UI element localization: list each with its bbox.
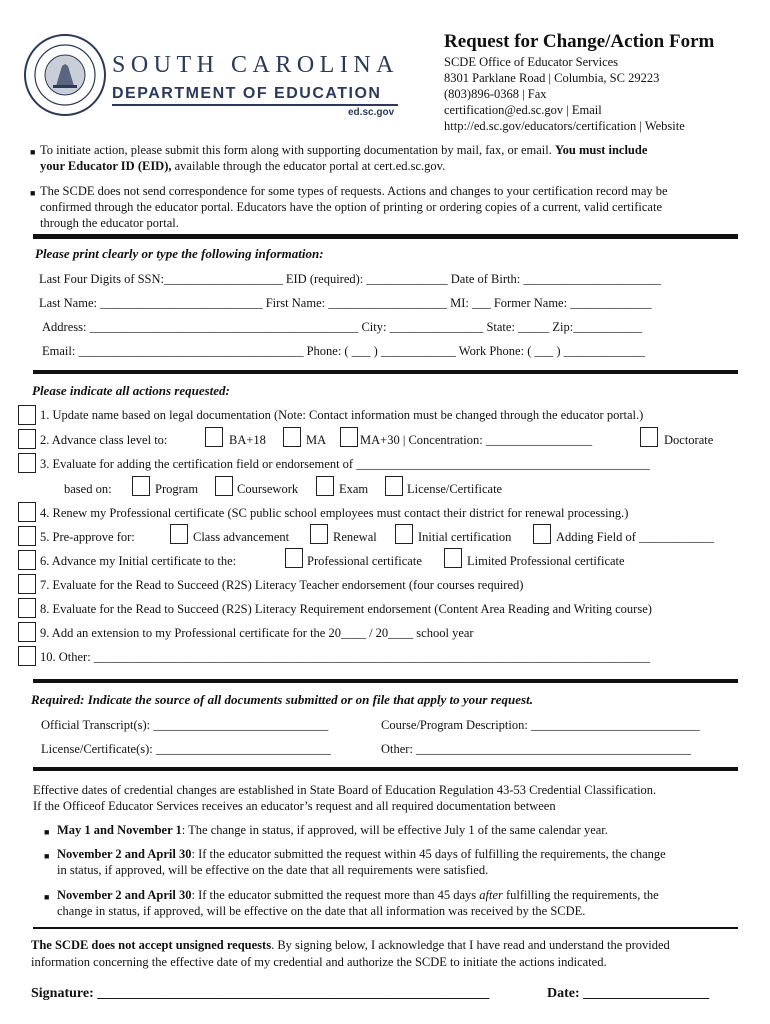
ma30-label: MA+30 | Concentration: _________________: [360, 433, 593, 447]
info-row-contact[interactable]: Email: ____________________________________ Phone: ( ___ ) ____________ Work Phone: ( ___ ) _____________: [42, 344, 645, 358]
action-10-label[interactable]: 10. Other: _________________________________________________________________________________________: [40, 650, 651, 664]
section-divider: [33, 234, 738, 239]
action-8-label: 8. Evaluate for the Read to Succeed (R2S) Literacy Requirement endorsement (Content Area Reading and Writing course): [40, 602, 652, 616]
doctorate-checkbox[interactable]: [640, 427, 658, 447]
based-on-label: based on:: [64, 482, 112, 496]
program-checkbox[interactable]: [132, 476, 150, 496]
effective-paragraph-line2: If the Officeof Educator Services receives an educator’s request and all required documentation between: [33, 799, 556, 813]
bullet-icon: ■: [44, 851, 50, 861]
info-row-names[interactable]: Last Name: __________________________ First Name: ___________________ MI: ___ Former Name: _____________: [39, 296, 652, 310]
intro-bullet-2: The SCDE does not send correspondence for some types of requests. Actions and changes to your certification record may be: [40, 184, 668, 198]
action-2-label: 2. Advance class level to:: [40, 433, 168, 447]
action-9-checkbox[interactable]: [18, 622, 36, 642]
class-advancement-checkbox[interactable]: [170, 524, 188, 544]
action-4-label: 4. Renew my Professional certificate (SC public school employees must contact their district for renewal processing.): [40, 506, 629, 520]
office-website: http://ed.sc.gov/educators/certification | Website: [444, 119, 685, 133]
actions-heading: Please indicate all actions requested:: [32, 383, 230, 398]
ba18-checkbox[interactable]: [205, 427, 223, 447]
section-divider: [33, 927, 738, 929]
action-5-checkbox[interactable]: [18, 526, 36, 546]
exam-checkbox[interactable]: [316, 476, 334, 496]
bullet-icon: ■: [44, 892, 50, 902]
section-divider: [33, 370, 738, 374]
section-divider: [33, 679, 738, 683]
ba18-label: BA+18: [229, 433, 266, 447]
course-description-field[interactable]: Course/Program Description: ___________________________: [381, 718, 700, 732]
logo-department: DEPARTMENT OF EDUCATION: [112, 85, 382, 102]
action-9-label: 9. Add an extension to my Professional certificate for the 20____ / 20____ school year: [40, 626, 474, 640]
renewal-label: Renewal: [333, 530, 377, 544]
license-certificate-checkbox[interactable]: [385, 476, 403, 496]
ma30-checkbox[interactable]: [340, 427, 358, 447]
class-advancement-label: Class advancement: [193, 530, 290, 544]
adding-field-checkbox[interactable]: [533, 524, 551, 544]
initial-certification-checkbox[interactable]: [395, 524, 413, 544]
office-phone-fax: (803)896-0368 | Fax: [444, 87, 547, 101]
effective-rule-2: November 2 and April 30: If the educator submitted the request within 45 days of fulfilling the requirements, the change: [57, 847, 666, 861]
intro-bullet-1: To initiate action, please submit this form along with supporting documentation by mail, fax, or email. You must include: [40, 143, 648, 157]
logo-state-name: SOUTH CAROLINA: [112, 52, 399, 78]
section-divider: [33, 767, 738, 771]
action-1-checkbox[interactable]: [18, 405, 36, 425]
limited-professional-label: Limited Professional certificate: [467, 554, 625, 568]
license-certificate-field[interactable]: License/Certificate(s): ____________________________: [41, 742, 331, 756]
action-6-label: 6. Advance my Initial certificate to the:: [40, 554, 237, 568]
adding-field-label: Adding Field of ____________: [556, 530, 714, 544]
effective-rule-1: May 1 and November 1: The change in status, if approved, will be effective July 1 of the same calendar year.: [57, 823, 608, 837]
effective-paragraph: Effective dates of credential changes are established in State Board of Education Regulation 43-53 Credential Classification.: [33, 783, 657, 797]
professional-certificate-label: Professional certificate: [307, 554, 422, 568]
effective-rule-2-line2: in status, if approved, will be effective on the date that all requirements were satisfied.: [57, 863, 489, 877]
renewal-checkbox[interactable]: [310, 524, 328, 544]
action-7-checkbox[interactable]: [18, 574, 36, 594]
office-address: 8301 Parklane Road | Columbia, SC 29223: [444, 71, 660, 85]
coursework-label: Coursework: [237, 482, 299, 496]
bullet-icon: ■: [44, 827, 50, 837]
form-title: Request for Change/Action Form: [444, 31, 715, 52]
logo-website: ed.sc.gov: [348, 107, 395, 118]
state-seal-icon: [24, 34, 106, 116]
intro-bullet-2-line2: confirmed through the educator portal. Educators have the option of printing or ordering copies of a current, valid certificate: [40, 200, 662, 214]
action-7-label: 7. Evaluate for the Read to Succeed (R2S) Literacy Teacher endorsement (four courses required): [40, 578, 524, 592]
official-transcript-field[interactable]: Official Transcript(s): ____________________________: [41, 718, 329, 732]
action-10-checkbox[interactable]: [18, 646, 36, 666]
initial-certification-label: Initial certification: [418, 530, 512, 544]
action-8-checkbox[interactable]: [18, 598, 36, 618]
signing-statement-line2: information concerning the effective date of my credential and authorize the SCDE to initiate the actions indicated.: [31, 955, 607, 969]
intro-bullet-1-line2: your Educator ID (EID), available through the educator portal at cert.ed.sc.gov.: [40, 159, 446, 173]
action-4-checkbox[interactable]: [18, 502, 36, 522]
bullet-icon: ■: [30, 147, 36, 157]
limited-professional-checkbox[interactable]: [444, 548, 462, 568]
signature-field[interactable]: Signature: ________________________________________________________: [31, 986, 490, 1001]
coursework-checkbox[interactable]: [215, 476, 233, 496]
logo-divider: [112, 104, 398, 106]
professional-certificate-checkbox[interactable]: [285, 548, 303, 568]
other-source-field[interactable]: Other: ____________________________________________: [381, 742, 692, 756]
info-heading: Please print clearly or type the following information:: [35, 246, 324, 261]
office-name: SCDE Office of Educator Services: [444, 55, 619, 69]
action-3-label: 3. Evaluate for adding the certification field or endorsement of _______________________________________________: [40, 457, 650, 471]
action-5-label: 5. Pre-approve for:: [40, 530, 135, 544]
info-row-ssn-eid-dob[interactable]: Last Four Digits of SSN:___________________ EID (required): _____________ Date of Birth: ______________________: [39, 272, 661, 286]
effective-rule-3-line2: change in status, if approved, will be effective on the date that all information was received by the SCDE.: [57, 904, 586, 918]
program-label: Program: [155, 482, 199, 496]
date-field[interactable]: Date: __________________: [547, 986, 710, 1001]
action-3-checkbox[interactable]: [18, 453, 36, 473]
bullet-icon: ■: [30, 188, 36, 198]
action-2-checkbox[interactable]: [18, 429, 36, 449]
license-certificate-label: License/Certificate: [407, 482, 503, 496]
ma-label: MA: [306, 433, 327, 447]
signing-statement: The SCDE does not accept unsigned requests. By signing below, I acknowledge that I have read and understand the provided: [31, 938, 670, 952]
action-6-checkbox[interactable]: [18, 550, 36, 570]
ma-checkbox[interactable]: [283, 427, 301, 447]
office-email: certification@ed.sc.gov | Email: [444, 103, 602, 117]
action-1-label: 1. Update name based on legal documentation (Note: Contact information must be changed through the educator portal.): [40, 408, 644, 422]
exam-label: Exam: [339, 482, 369, 496]
sources-heading: Required: Indicate the source of all documents submitted or on file that apply to your request.: [31, 692, 533, 707]
intro-bullet-2-line3: through the educator portal.: [40, 216, 179, 230]
doctorate-label: Doctorate: [664, 433, 714, 447]
effective-rule-3: November 2 and April 30: If the educator submitted the request more than 45 days after fulfilling the requirements, the: [57, 888, 659, 902]
info-row-address[interactable]: Address: ___________________________________________ City: _______________ State: _____ Zip:___________: [42, 320, 642, 334]
